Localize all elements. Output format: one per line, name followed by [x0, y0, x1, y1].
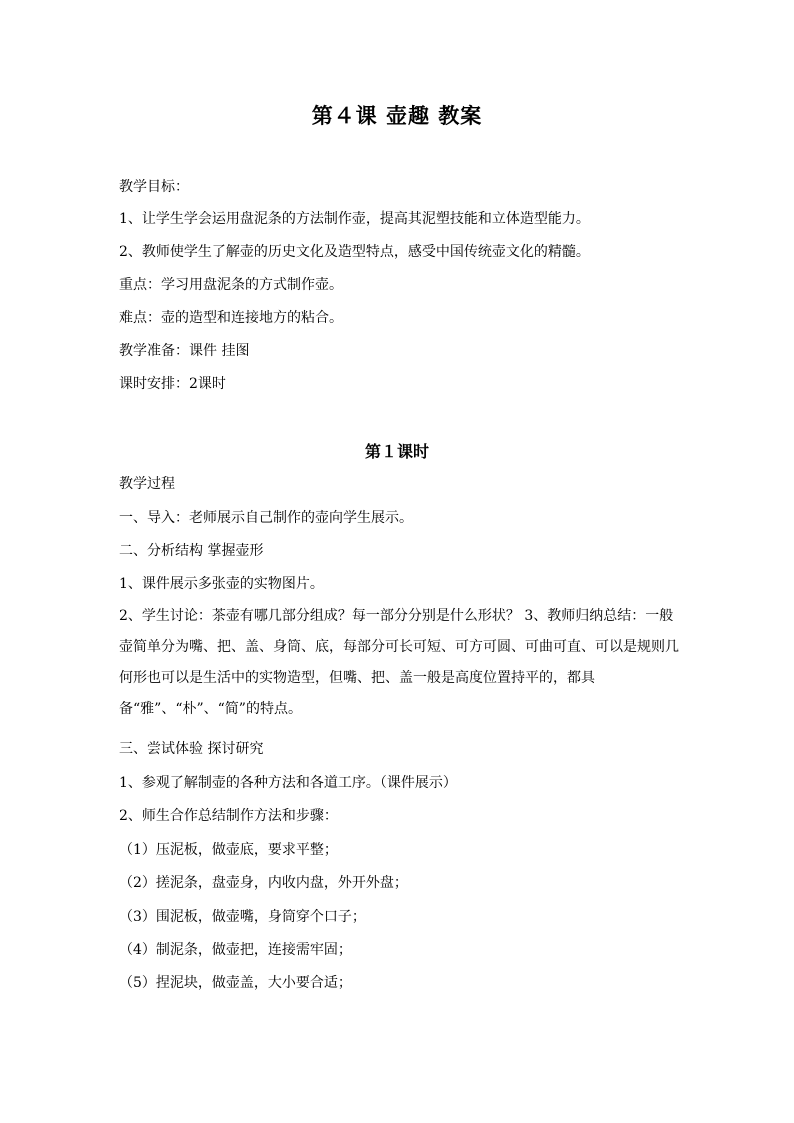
process-substep: 2、师生合作总结制作方法和步骤： [119, 808, 338, 824]
objective-item: 1、让学生学会运用盘泥条的方法制作壶，提高其泥塑技能和立体造型能力。 [119, 211, 590, 227]
key-point: 重点：学习用盘泥条的方式制作壶。 [119, 277, 343, 293]
difficulty: 难点：壶的造型和连接地方的粘合。 [119, 310, 343, 326]
procedure-item: （3）围泥板，做壶嘴，身筒穿个口子； [119, 909, 366, 925]
procedure-item: （2）搓泥条，盘壶身，内收内盘，外开外盘； [119, 875, 408, 891]
page-title: 第４课 壶趣 教案 [311, 103, 483, 128]
process-substep-paragraph: 2、学生讨论：茶壶有哪几部分组成？每一部分分别是什么形状？ 3、教师归纳总结：一般壶简单分为嘴、把、盖、身筒、底，每部分可长可短、可方可圆、可曲可直、可以是规则几何形也可以是生活中的实物造型，但嘴、把、盖一般是高度位置持平的，都具备“雅”、“朴”、“简”的特点。 [119, 608, 679, 717]
objective-item: 2、教师使学生了解壶的历史文化及造型特点，感受中国传统壶文化的精髓。 [119, 244, 590, 260]
procedure-item: （4）制泥条，做壶把，连接需牢固； [119, 942, 352, 958]
process-step: 二、分析结构 掌握壶形 [119, 543, 264, 559]
process-substep: 1、参观了解制壶的各种方法和各道工序。（课件展示） [119, 775, 457, 791]
objectives-heading: 教学目标： [119, 179, 189, 195]
process-heading: 教学过程 [119, 476, 175, 492]
process-substep: 1、课件展示多张壶的实物图片。 [119, 576, 324, 592]
schedule: 课时安排：2课时 [119, 376, 226, 392]
preparation: 教学准备：课件 挂图 [119, 343, 250, 359]
process-step: 一、导入：老师展示自己制作的壶向学生展示。 [119, 510, 413, 526]
section-heading: 第１课时 [364, 442, 429, 461]
procedure-item: （5）捏泥块，做壶盖，大小要合适； [119, 975, 352, 991]
procedure-item: （1）压泥板，做壶底，要求平整； [119, 842, 338, 858]
process-step: 三、尝试体验 探讨研究 [119, 741, 264, 757]
